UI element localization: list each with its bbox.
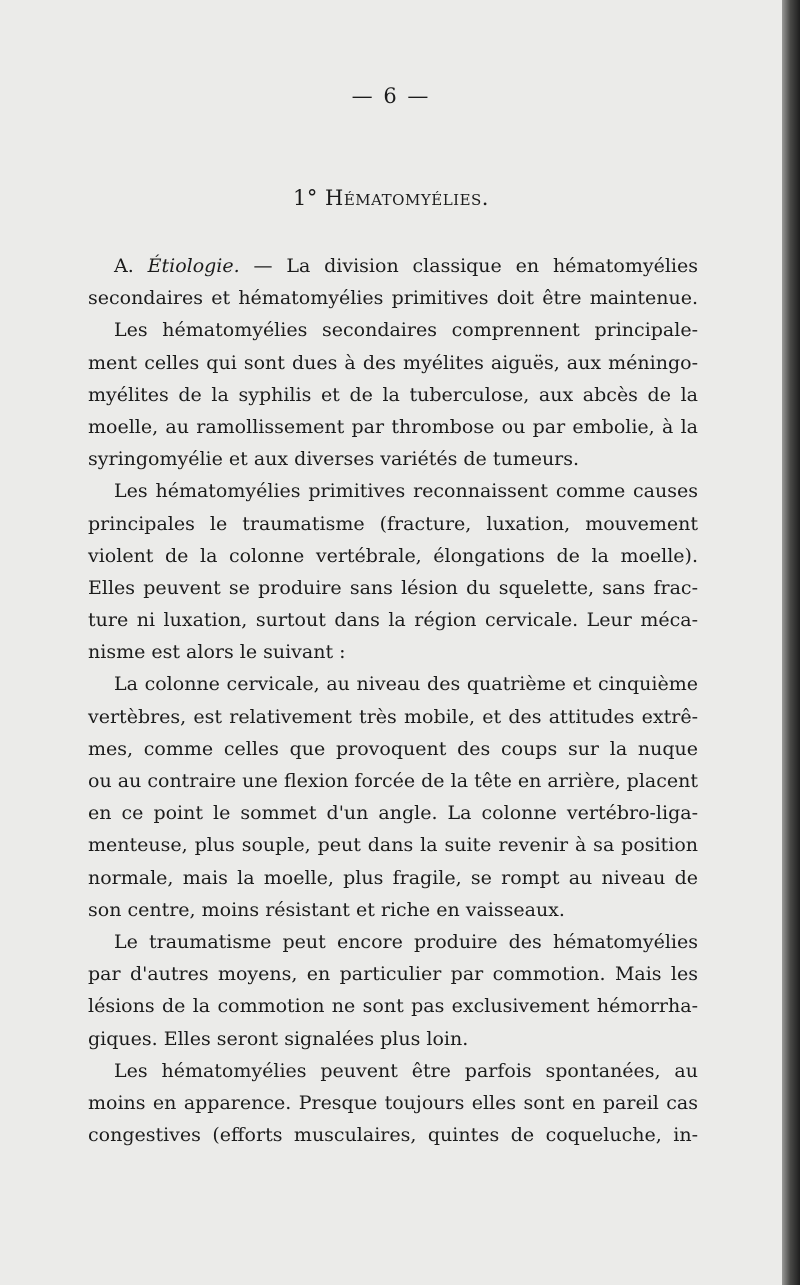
text-line: Les hématomyélies primitives reconnaissent comme causes <box>114 480 698 503</box>
text-line: ture ni luxation, surtout dans la région cervicale. Leur méca- <box>88 609 698 632</box>
text-line: giques. Elles seront signalées plus loin. <box>88 1027 469 1050</box>
section-title: Hématomyélies. <box>325 186 489 210</box>
text-line: Les hématomyélies peuvent être parfois spontanées, au <box>114 1059 698 1082</box>
section-number: 1° <box>293 186 326 210</box>
text-line: ment celles qui sont dues à des myélites aiguës, aux méningo- <box>88 351 698 374</box>
text-line: nisme est alors le suivant : <box>88 641 346 664</box>
text-line: syringomyélie et aux diverses variétés de tumeurs. <box>88 448 580 471</box>
page-number: — 6 — <box>351 84 431 108</box>
text-line: menteuse, plus souple, peut dans la suite revenir à sa position <box>88 834 698 857</box>
text-line: lésions de la commotion ne sont pas exclusivement hémorrha- <box>88 995 698 1018</box>
text-line: en ce point le sommet d'un angle. La colonne vertébro-liga- <box>88 802 698 825</box>
text-line: secondaires et hématomyélies primitives doit être maintenue. <box>88 287 698 310</box>
body-text <box>88 250 698 1151</box>
text-line: congestives (efforts musculaires, quintes de coqueluche, in- <box>88 1124 698 1147</box>
text-fragment: — La division classique en hématomyélies <box>239 255 698 277</box>
text-line: mes, comme celles que provoquent des coups sur la nuque <box>88 737 698 760</box>
section-heading <box>0 186 782 210</box>
etiology-label: Étiologie. <box>147 255 240 277</box>
text-line: Elles peuvent se produire sans lésion du squelette, sans frac- <box>88 576 698 599</box>
text-line: moins en apparence. Presque toujours elles sont en pareil cas <box>88 1091 698 1114</box>
text-line <box>88 250 698 282</box>
text-line: ou au contraire une flexion forcée de la tête en arrière, placent <box>88 770 698 792</box>
text-line: Les hématomyélies secondaires comprennent principale- <box>114 319 698 342</box>
text-line: par d'autres moyens, en particulier par commotion. Mais les <box>88 963 698 986</box>
text-line: son centre, moins résistant et riche en vaisseaux. <box>88 898 565 921</box>
page-edge-shadow <box>782 0 800 1285</box>
text-line: vertèbres, est relativement très mobile, et des attitudes extrê- <box>88 705 698 728</box>
text-fragment: A. <box>114 255 148 277</box>
text-line: moelle, au ramollissement par thrombose ou par embolie, à la <box>88 415 698 438</box>
text-line: Le traumatisme peut encore produire des hématomyélies <box>114 930 698 953</box>
text-line: violent de la colonne vertébrale, élongations de la moelle). <box>88 544 698 567</box>
text-line: principales le traumatisme (fracture, luxation, mouvement <box>88 512 698 535</box>
text-line: normale, mais la moelle, plus fragile, se rompt au niveau de <box>88 866 698 889</box>
text-line: myélites de la syphilis et de la tuberculose, aux abcès de la <box>88 383 698 406</box>
text-line: La colonne cervicale, au niveau des quatrième et cinquième <box>114 673 698 696</box>
